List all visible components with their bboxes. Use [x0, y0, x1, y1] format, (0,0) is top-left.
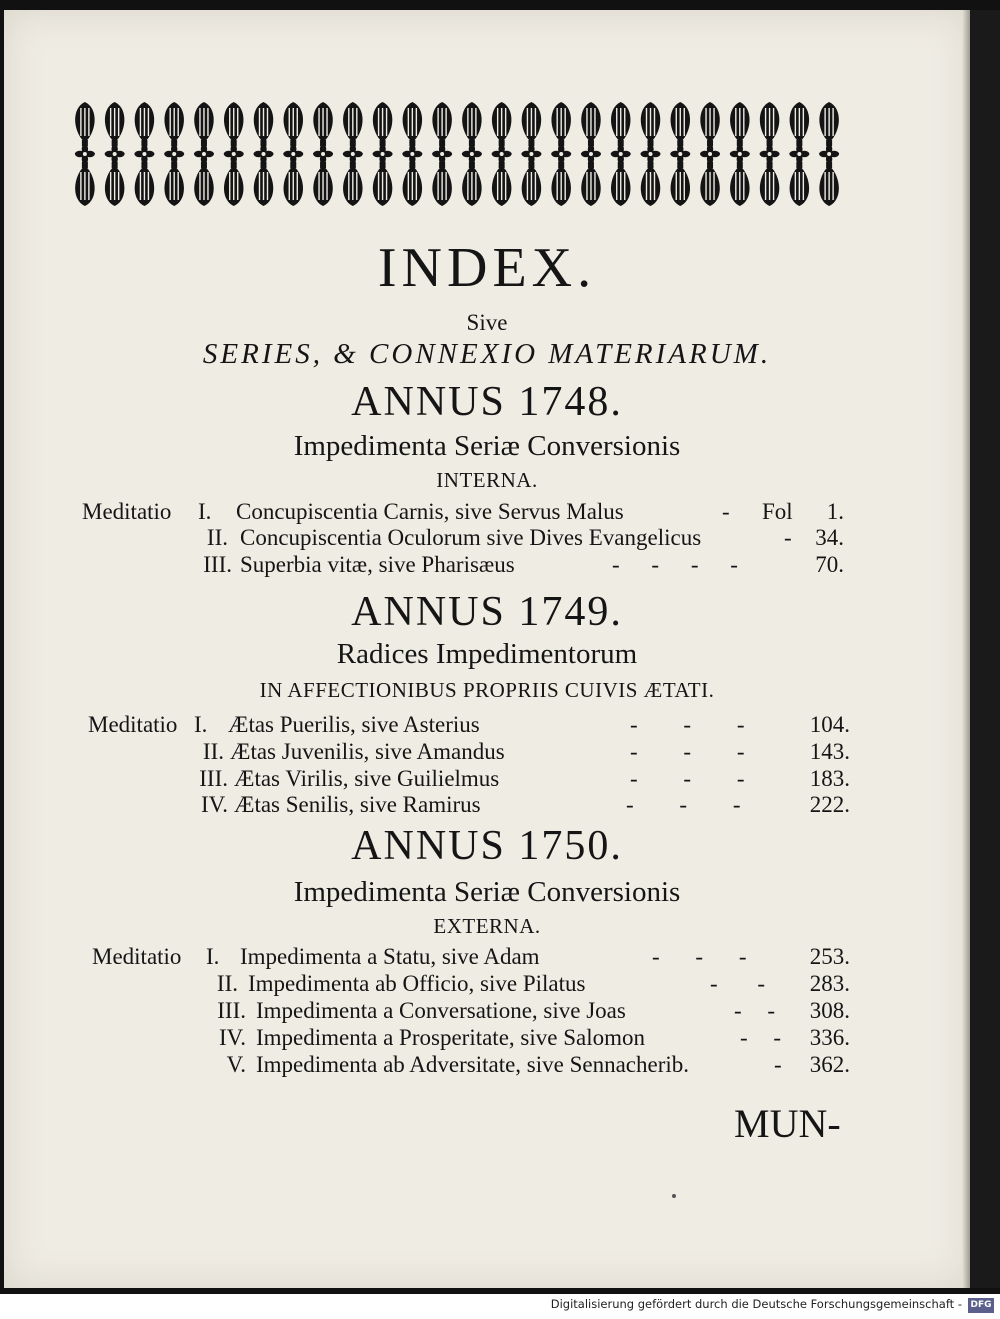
entry-number: I. [206, 944, 220, 969]
page-title: INDEX. [377, 237, 597, 299]
index-entry [4, 552, 970, 580]
index-entry [4, 998, 970, 1026]
footer-bar [0, 1294, 1000, 1319]
entry-number: I. [194, 712, 208, 737]
entry-leader: - - - [630, 739, 745, 764]
index-entry [4, 766, 970, 794]
section-subtitle-2: IN AFFECTIONIBUS PROPRIIS CUIVIS ÆTATI. [259, 678, 715, 702]
entry-number: I. [198, 499, 212, 524]
index-entry [4, 1052, 970, 1080]
entry-text: Ætas Juvenilis, sive Amandus [230, 739, 505, 764]
entry-leader: - - - [626, 792, 741, 817]
entry-leader: - - - - [612, 552, 738, 577]
entry-text: Concupiscentia Carnis, sive Servus Malus [236, 499, 624, 524]
entry-leader: - - - [630, 712, 745, 737]
entry-number: IV. [200, 792, 228, 817]
entry-leader: - - - [630, 766, 745, 791]
entry-page: 104. [809, 712, 850, 737]
entry-fol: Fol [762, 499, 793, 524]
entry-number: II. [202, 739, 224, 764]
section-subtitle: Impedimenta Seriæ Conversionis [293, 876, 681, 908]
index-entry [4, 1025, 970, 1053]
entry-leader: - - [710, 971, 766, 996]
entry-page: 283. [809, 971, 850, 996]
scan-background [970, 10, 1000, 1288]
entry-page: 183. [809, 766, 850, 791]
entry-number: II. [216, 971, 238, 996]
section-subtitle-2: EXTERNA. [433, 914, 541, 938]
entry-lead: Meditatio [82, 499, 172, 524]
footer-credit: Digitalisierung gefördert durch die Deutsche Forschungsgemeinschaft - [550, 1297, 962, 1311]
entry-text: Impedimenta a Statu, sive Adam [240, 944, 540, 969]
section-subtitle: Radices Impedimentorum [336, 638, 638, 670]
entry-page: 1. [826, 499, 844, 524]
section-annus-1748: ANNUS 1748. [351, 379, 623, 425]
sive-label: Sive [466, 310, 508, 335]
entry-text: Ætas Puerilis, sive Asterius [228, 712, 480, 737]
entry-number: III. [199, 766, 228, 791]
entry-text: Ætas Virilis, sive Guilielmus [234, 766, 500, 791]
entry-number: III. [217, 998, 246, 1023]
entry-page: 70. [815, 552, 844, 577]
entry-page: 143. [809, 739, 850, 764]
decorative-ornament-band [70, 92, 844, 216]
book-page [4, 10, 970, 1288]
section-annus-1749: ANNUS 1749. [351, 589, 623, 635]
entry-number: III. [203, 552, 232, 577]
index-entry [4, 944, 970, 972]
entry-lead: Meditatio [88, 712, 178, 737]
entry-leader: - - [740, 1025, 782, 1050]
entry-number: V. [226, 1052, 246, 1077]
series-subtitle: SERIES, & CONNEXIO MATERIARUM. [202, 338, 772, 370]
entry-text: Ætas Senilis, sive Ramirus [234, 792, 481, 817]
section-subtitle-2: INTERNA. [436, 468, 538, 492]
entry-text: Impedimenta ab Officio, sive Pilatus [248, 971, 586, 996]
ink-speck [672, 1194, 676, 1198]
section-annus-1750: ANNUS 1750. [351, 823, 623, 869]
entry-leader: - - [734, 998, 776, 1023]
entry-leader: - [784, 525, 792, 550]
index-entry [4, 971, 970, 999]
entry-number: IV. [218, 1025, 246, 1050]
entry-page: 362. [809, 1052, 850, 1077]
index-entry [4, 499, 970, 527]
entry-text: Impedimenta ab Adversitate, sive Sennacherib. [256, 1052, 690, 1077]
entry-text: Concupiscentia Oculorum sive Dives Evangelicus [240, 525, 702, 550]
entry-leader: - [722, 499, 730, 524]
entry-page: 308. [809, 998, 850, 1023]
section-subtitle: Impedimenta Seriæ Conversionis [293, 430, 681, 462]
index-entry [4, 739, 970, 767]
entry-text: Impedimenta a Prosperitate, sive Salomon [256, 1025, 645, 1050]
entry-lead: Meditatio [92, 944, 182, 969]
entry-leader: - [774, 1052, 782, 1077]
entry-page: 34. [815, 525, 844, 550]
entry-page: 253. [809, 944, 850, 969]
entry-number: II. [206, 525, 228, 550]
entry-text: Superbia vitæ, sive Pharisæus [240, 552, 515, 577]
index-entry [4, 525, 970, 553]
catchword: MUN- [734, 1101, 841, 1146]
index-entry [4, 792, 970, 820]
entry-text: Impedimenta a Conversatione, sive Joas [256, 998, 626, 1023]
entry-page: 222. [809, 792, 850, 817]
entry-leader: - - - [652, 944, 747, 969]
entry-page: 336. [809, 1025, 850, 1050]
index-entry [4, 712, 970, 740]
dfg-logo-icon: DFG [968, 1298, 994, 1313]
